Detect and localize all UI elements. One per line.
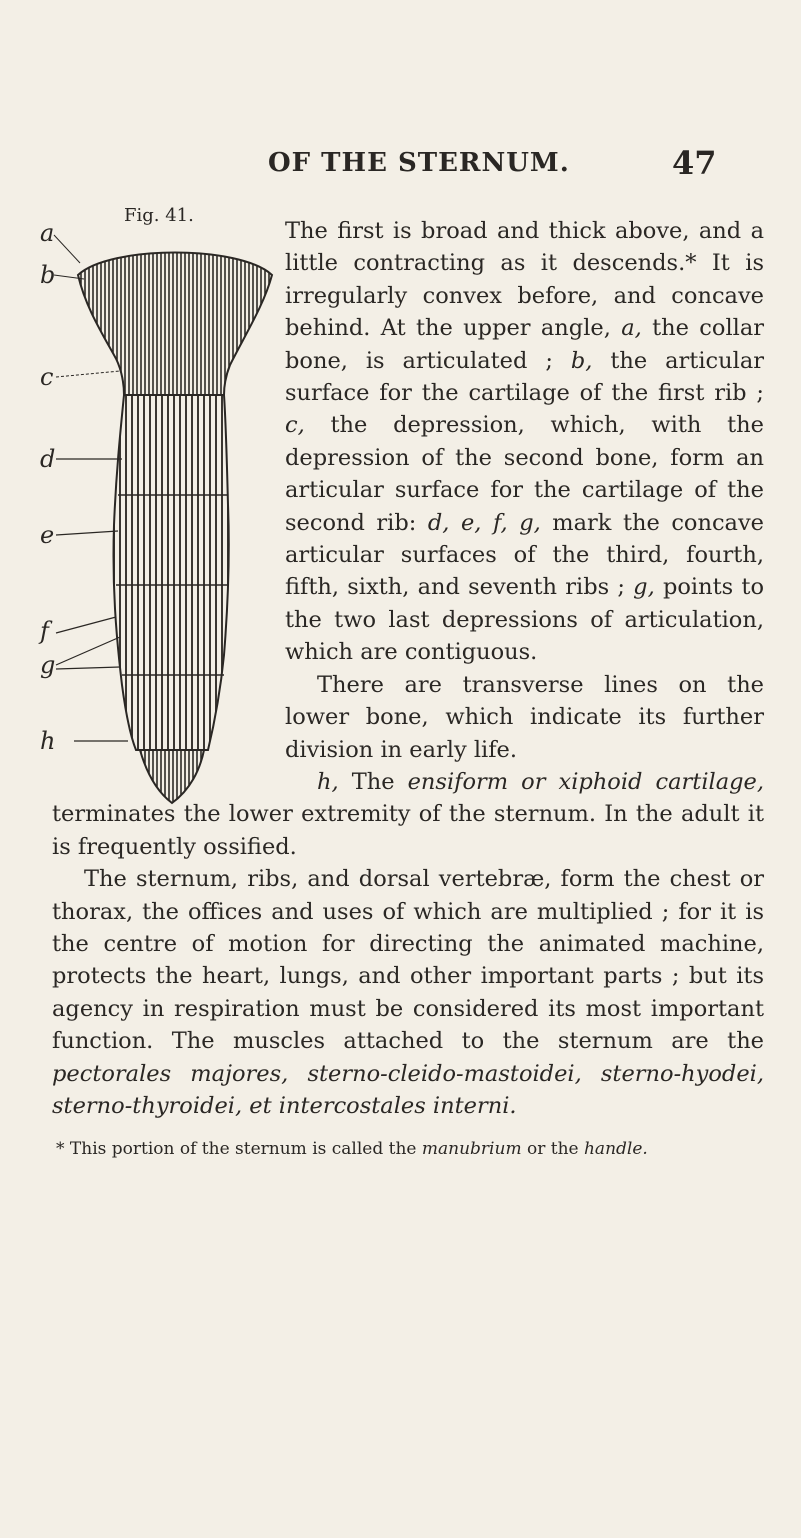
letter-ref: d, e, f, g, (427, 509, 541, 536)
text-run: mark the concave articular surfaces of the third, fourth, fifth, sixth, and seventh ribs ; (285, 509, 764, 601)
text-run: the depression, which, with the depression of the second bone, form an articular surface for the cartilage of the second rib: (285, 412, 764, 536)
term: manubrium (421, 1139, 522, 1159)
text-run: The sternum, ribs, and dorsal vertebræ, form the chest or thorax, the offices and uses of which are multiplied ; for it is the centre of motion for directing the animated machine, protects the heart, lungs, and other important parts ; but its agency in respiration must be considered its most important function. The muscles attached to the sternum are the (52, 866, 764, 1055)
figure-space (52, 215, 285, 780)
letter-ref: a, (621, 315, 642, 342)
paragraph-2: There are transverse lines on the lower bone, which indicate its further division in early life. (285, 671, 764, 763)
text-run: the articular surface for the cartilage of the first rib ; (285, 347, 764, 407)
paragraph-3 (52, 766, 764, 863)
figure-letter-g: g (40, 651, 56, 679)
figure-letter-a: a (40, 219, 55, 247)
footnote (56, 1138, 756, 1160)
body-text (52, 215, 764, 1122)
figure-letter-b: b (40, 261, 56, 289)
term: handle. (583, 1139, 648, 1159)
term: ensiform or xiphoid cartilage, (407, 768, 764, 795)
letter-ref: c, (285, 412, 305, 439)
page-header (0, 144, 801, 188)
figure-letter-d: d (40, 445, 56, 473)
letter-ref: h, (317, 768, 339, 795)
running-title: OF THE STERNUM. (268, 148, 570, 178)
letter-ref: b, (570, 347, 593, 374)
text-run: the collar bone, is articulated ; (285, 315, 765, 374)
paragraph-4 (52, 863, 764, 1122)
text-run: or the (521, 1139, 584, 1159)
figure-letter-h: h (40, 727, 56, 755)
muscle-list: pectorales majores, sterno-cleido-mastoidei, sterno-hyodei, sterno-thyroidei, et intercostales interni. (52, 1060, 764, 1119)
text-run: The (338, 768, 408, 795)
figure-letter-f: f (40, 617, 49, 645)
text-run: points to the two last depressions of articulation, which are contiguous. (285, 574, 764, 666)
text-run: The first is broad and thick above, and a little contracting as it descends.* It is irregularly convex before, and concave behind. At the upper angle, (285, 218, 764, 342)
letter-ref: g, (633, 574, 655, 601)
figure-letter-c: c (40, 363, 54, 391)
text-run: terminates the lower extremity of the sternum. In the adult it is frequently ossified. (52, 801, 764, 860)
page-number: 47 (672, 144, 717, 182)
figure-letter-e: e (40, 521, 55, 549)
figure-label: Fig. 41. (124, 205, 194, 226)
text-run: * This portion of the sternum is called the (56, 1139, 422, 1159)
